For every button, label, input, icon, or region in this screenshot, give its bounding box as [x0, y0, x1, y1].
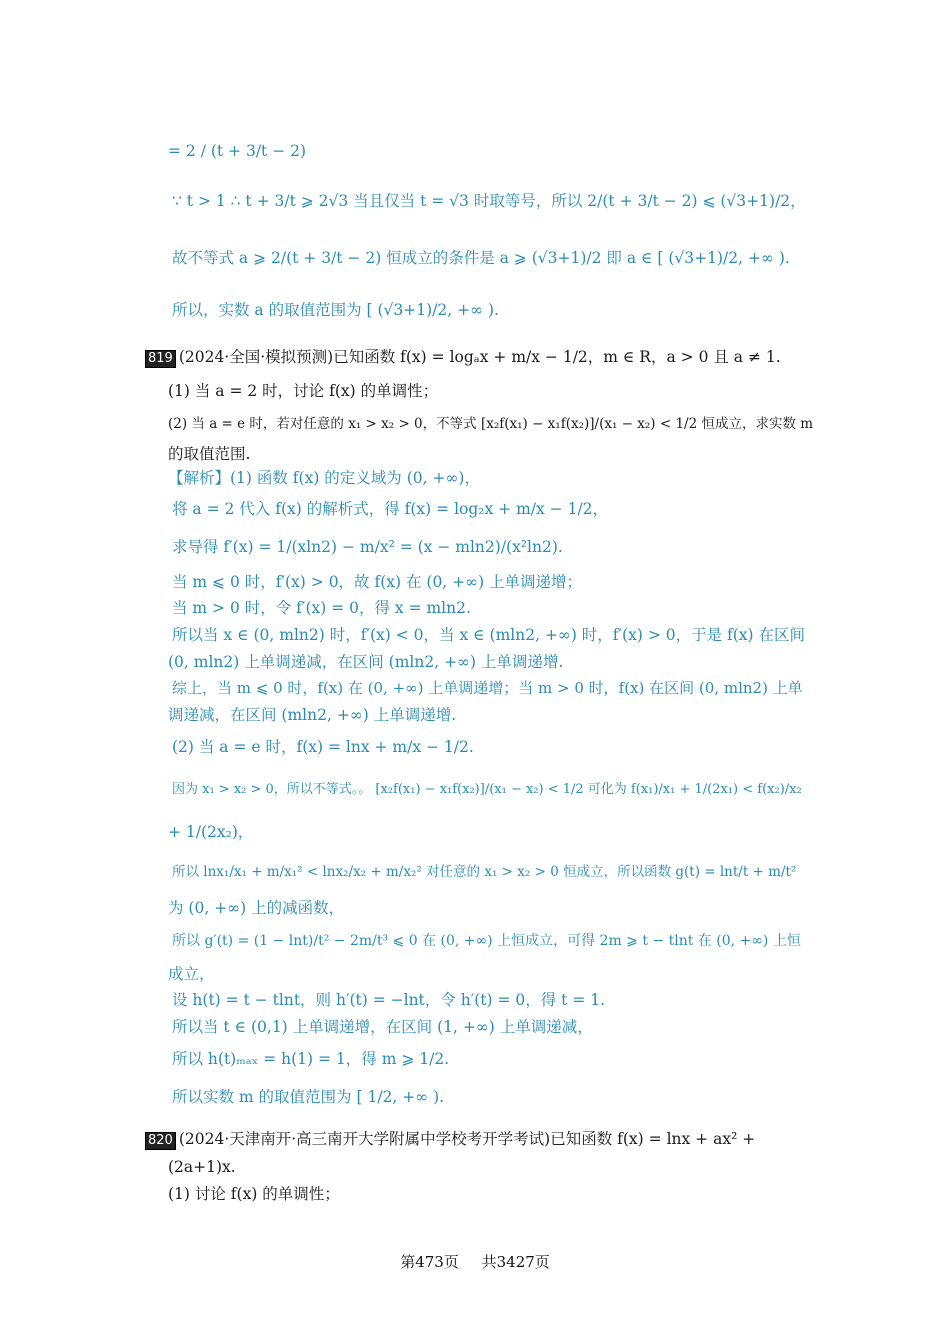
problem-number-820: 820 [145, 1132, 176, 1150]
problem-line: (2) 当 a = e 时，若对任意的 x₁ > x₂ > 0，不等式 [x₂f(x₁) − x₁f(x₂)]/(x₁ − x₂) < 1/2 恒成立，求实数 m [168, 416, 814, 432]
solution-line: = 2 / (t + 3/t − 2) [168, 142, 307, 160]
solution-line: 所以当 t ∈ (0,1) 上单调递增，在区间 (1, +∞) 上单调递减， [172, 1018, 593, 1036]
solution-line: 所以当 x ∈ (0, mln2) 时，f′(x) < 0，当 x ∈ (mln2, +∞) 时，f′(x) > 0，于是 f(x) 在区间 [172, 626, 806, 644]
solution-line: 所以 g′(t) = (1 − lnt)/t² − 2m/t³ ⩽ 0 在 (0, +∞) 上恒成立，可得 2m ⩾ t − tlnt 在 (0, +∞) 上恒 [172, 933, 801, 949]
problem-line: (2a+1)x. [168, 1158, 236, 1176]
solution-line: + 1/(2x₂)， [168, 823, 254, 841]
problem-820-text: (2024·天津南开·高三南开大学附属中学校考开学考试)已知函数 f(x) = lnx + ax² + [178, 1130, 756, 1148]
solution-line: (0, mln2) 上单调递减，在区间 (mln2, +∞) 上单调递增. [168, 653, 564, 671]
solution-line: 故不等式 a ⩾ 2/(t + 3/t − 2) 恒成立的条件是 a ⩾ (√3+1)/2 即 a ∈ [ (√3+1)/2, +∞ ). [172, 249, 790, 267]
solution-line: 当 m > 0 时，令 f′(x) = 0，得 x = mln2. [172, 599, 471, 617]
solution-line: (2) 当 a = e 时，f(x) = lnx + m/x − 1/2. [172, 738, 474, 756]
solution-line: 所以 lnx₁/x₁ + m/x₁² < lnx₂/x₂ + m/x₂² 对任意的 x₁ > x₂ > 0 恒成立，所以函数 g(t) = lnt/t + m/t² [172, 864, 797, 880]
solution-line: ∵ t > 1 ∴ t + 3/t ⩾ 2√3 当且仅当 t = √3 时取等号，所以 2/(t + 3/t − 2) ⩽ (√3+1)/2， [172, 192, 806, 210]
problem-819-text: (2024·全国·模拟预测)已知函数 f(x) = logₐx + m/x − 1/2，m ∈ R，a > 0 且 a ≠ 1. [178, 348, 781, 366]
problem-line: 的取值范围. [168, 445, 251, 463]
problem-819-line [145, 347, 781, 368]
solution-line: 因为 x₁ > x₂ > 0，所以不等式。。 [x₂f(x₁) − x₁f(x₂)]/(x₁ − x₂) < 1/2 可化为 f(x₁)/x₁ + 1/(2x₁) < f(x₂)/x₂ [172, 782, 802, 797]
solution-line: 调递减，在区间 (mln2, +∞) 上单调递增. [168, 706, 457, 724]
solution-line: 将 a = 2 代入 f(x) 的解析式，得 f(x) = log₂x + m/x − 1/2， [172, 500, 609, 518]
solution-line: 所以实数 m 的取值范围为 [ 1/2, +∞ ). [172, 1088, 445, 1106]
solution-line: 设 h(t) = t − tlnt，则 h′(t) = −lnt，令 h′(t) = 0，得 t = 1. [172, 991, 606, 1009]
problem-line: (1) 讨论 f(x) 的单调性； [168, 1185, 340, 1203]
solution-line: 求导得 f′(x) = 1/(xln2) − m/x² = (x − mln2)/(x²ln2). [172, 538, 563, 556]
solution-heading-line: 【解析】(1) 函数 f(x) 的定义域为 (0, +∞)， [168, 469, 480, 487]
solution-line: 当 m ⩽ 0 时，f′(x) > 0，故 f(x) 在 (0, +∞) 上单调递增； [172, 573, 583, 591]
solution-line: 成立， [168, 965, 215, 983]
problem-820-line [145, 1129, 755, 1150]
solution-line: 所以 h(t)ₘₐₓ = h(1) = 1，得 m ⩾ 1/2. [172, 1050, 450, 1068]
solution-line: 所以，实数 a 的取值范围为 [ (√3+1)/2, +∞ ). [172, 301, 499, 319]
solution-line: 为 (0, +∞) 上的减函数， [168, 899, 345, 917]
page-footer: 第473页 共3427页 [400, 1253, 550, 1271]
problem-number-819: 819 [145, 350, 176, 368]
problem-line: (1) 当 a = 2 时，讨论 f(x) 的单调性； [168, 382, 439, 400]
solution-line: 综上，当 m ⩽ 0 时，f(x) 在 (0, +∞) 上单调递增；当 m > 0 时，f(x) 在区间 (0, mln2) 上单 [172, 679, 803, 697]
